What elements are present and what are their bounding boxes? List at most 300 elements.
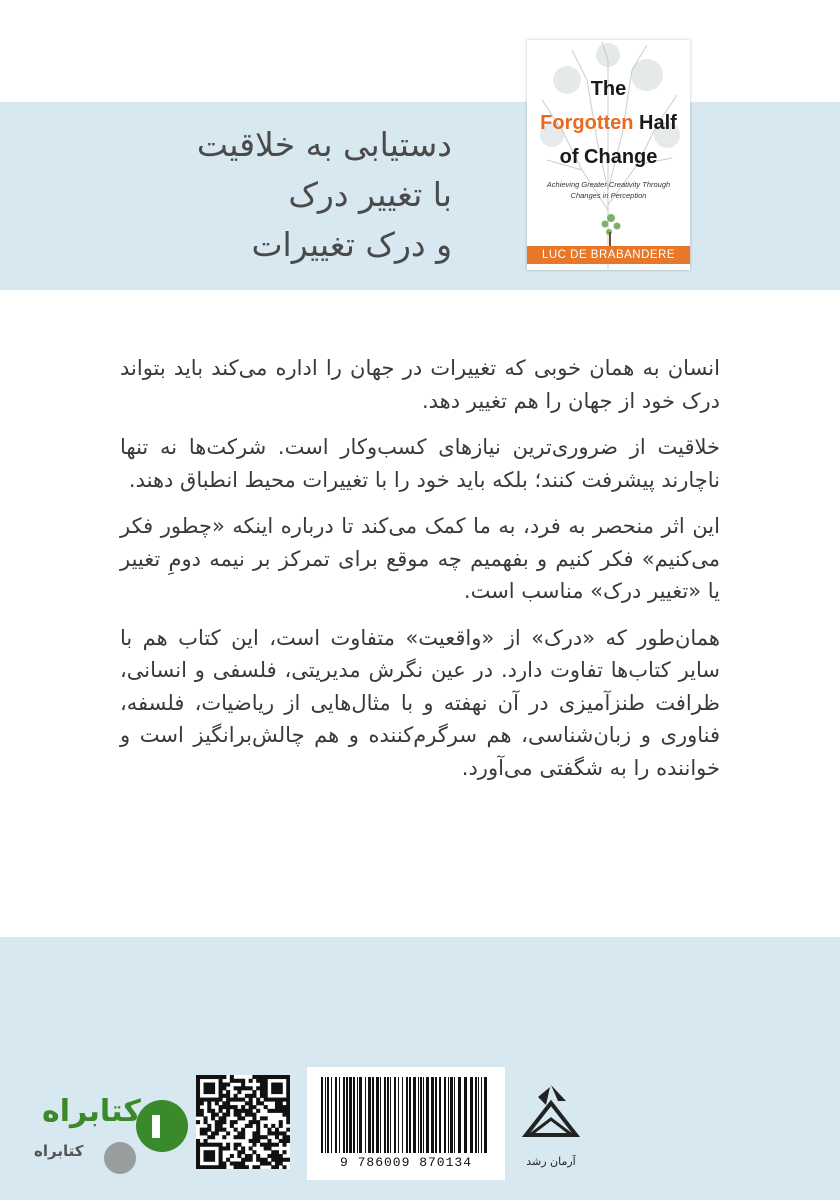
qr-module bbox=[234, 1161, 238, 1165]
qr-module bbox=[219, 1158, 223, 1162]
qr-module bbox=[252, 1131, 256, 1135]
barcode-bar bbox=[380, 1077, 381, 1153]
qr-module bbox=[267, 1161, 271, 1165]
qr-module bbox=[200, 1143, 204, 1147]
qr-module bbox=[207, 1075, 211, 1079]
qr-module bbox=[279, 1139, 283, 1143]
qr-module bbox=[271, 1143, 275, 1147]
qr-module bbox=[230, 1079, 234, 1083]
qr-module bbox=[196, 1143, 200, 1147]
barcode-bar bbox=[448, 1077, 449, 1153]
barcode-bar bbox=[331, 1077, 332, 1153]
barcode-bar bbox=[402, 1077, 403, 1153]
barcode-bar bbox=[420, 1077, 422, 1153]
barcode-bar bbox=[398, 1077, 399, 1153]
barcode-bar bbox=[335, 1077, 337, 1153]
qr-module bbox=[204, 1098, 208, 1102]
headline-line-2: با تغییر درک bbox=[288, 175, 452, 214]
qr-module bbox=[271, 1098, 275, 1102]
qr-module bbox=[252, 1150, 256, 1154]
headline-line-3: و درک تغییرات bbox=[251, 225, 452, 264]
barcode-bar bbox=[359, 1077, 362, 1153]
qr-module bbox=[219, 1143, 223, 1147]
qr-module bbox=[230, 1124, 234, 1128]
qr-module bbox=[204, 1086, 208, 1090]
qr-module bbox=[237, 1154, 241, 1158]
qr-module bbox=[215, 1124, 219, 1128]
barcode-bar bbox=[478, 1077, 479, 1153]
qr-module bbox=[237, 1161, 241, 1165]
qr-module bbox=[219, 1154, 223, 1158]
qr-module bbox=[256, 1098, 260, 1102]
qr-module bbox=[279, 1075, 283, 1079]
qr-module bbox=[215, 1120, 219, 1124]
qr-module bbox=[267, 1075, 271, 1079]
qr-module bbox=[222, 1113, 226, 1117]
qr-module bbox=[275, 1131, 279, 1135]
qr-module bbox=[249, 1154, 253, 1158]
qr-module bbox=[234, 1086, 238, 1090]
qr-module bbox=[241, 1165, 245, 1169]
qr-module bbox=[275, 1158, 279, 1162]
qr-module bbox=[275, 1128, 279, 1132]
qr-module bbox=[200, 1109, 204, 1113]
qr-module bbox=[245, 1124, 249, 1128]
qr-module bbox=[249, 1139, 253, 1143]
qr-module bbox=[245, 1109, 249, 1113]
qr-module bbox=[241, 1150, 245, 1154]
qr-module bbox=[222, 1120, 226, 1124]
qr-module bbox=[260, 1158, 264, 1162]
qr-module bbox=[275, 1150, 279, 1154]
qr-module bbox=[215, 1128, 219, 1132]
qr-module bbox=[226, 1101, 230, 1105]
qr-module bbox=[200, 1128, 204, 1132]
qr-module bbox=[219, 1165, 223, 1169]
cover-title-highlight: Forgotten bbox=[540, 112, 634, 134]
qr-module bbox=[215, 1131, 219, 1135]
qr-module bbox=[286, 1094, 290, 1098]
qr-module bbox=[256, 1120, 260, 1124]
barcode-bar bbox=[450, 1077, 453, 1153]
qr-module bbox=[234, 1128, 238, 1132]
qr-module bbox=[286, 1083, 290, 1087]
qr-module bbox=[282, 1113, 286, 1117]
qr-module bbox=[226, 1109, 230, 1113]
qr-module bbox=[219, 1086, 223, 1090]
qr-module bbox=[219, 1116, 223, 1120]
qr-module bbox=[219, 1079, 223, 1083]
qr-module bbox=[249, 1105, 253, 1109]
qr-module bbox=[241, 1161, 245, 1165]
qr-module bbox=[245, 1086, 249, 1090]
qr-module bbox=[219, 1161, 223, 1165]
cover-author: LUC DE BRABANDERE bbox=[527, 246, 690, 264]
qr-module bbox=[234, 1143, 238, 1147]
qr-module bbox=[279, 1158, 283, 1162]
qr-module bbox=[275, 1143, 279, 1147]
qr-module bbox=[207, 1086, 211, 1090]
barcode-bar bbox=[481, 1077, 482, 1153]
qr-module bbox=[196, 1094, 200, 1098]
qr-module bbox=[241, 1158, 245, 1162]
qr-module bbox=[260, 1161, 264, 1165]
qr-module bbox=[275, 1165, 279, 1169]
qr-module bbox=[264, 1086, 268, 1090]
qr-module bbox=[282, 1105, 286, 1109]
qr-module bbox=[204, 1083, 208, 1087]
qr-module bbox=[260, 1135, 264, 1139]
qr-module bbox=[264, 1158, 268, 1162]
qr-module bbox=[207, 1158, 211, 1162]
qr-module bbox=[207, 1090, 211, 1094]
qr-module bbox=[196, 1090, 200, 1094]
qr-module bbox=[222, 1075, 226, 1079]
qr-module bbox=[282, 1131, 286, 1135]
qr-module bbox=[252, 1105, 256, 1109]
barcode-bar bbox=[390, 1077, 391, 1153]
qr-module bbox=[196, 1105, 200, 1109]
qr-module bbox=[249, 1098, 253, 1102]
qr-module bbox=[241, 1083, 245, 1087]
qr-module bbox=[211, 1131, 215, 1135]
qr-module bbox=[200, 1101, 204, 1105]
qr-module bbox=[271, 1075, 275, 1079]
qr-module bbox=[211, 1086, 215, 1090]
qr-module bbox=[249, 1146, 253, 1150]
barcode-bar bbox=[394, 1077, 396, 1153]
qr-module bbox=[219, 1075, 223, 1079]
qr-module bbox=[286, 1113, 290, 1117]
qr-module bbox=[286, 1101, 290, 1105]
qr-module bbox=[249, 1120, 253, 1124]
barcode-bar bbox=[458, 1077, 461, 1153]
barcode-bar bbox=[376, 1077, 379, 1153]
qr-module bbox=[204, 1128, 208, 1132]
qr-module bbox=[230, 1105, 234, 1109]
qr-module bbox=[264, 1090, 268, 1094]
barcode-bar bbox=[484, 1077, 487, 1153]
cover-title-line-3: of Change bbox=[559, 146, 658, 168]
qr-module bbox=[241, 1098, 245, 1102]
qr-module bbox=[204, 1131, 208, 1135]
qr-module bbox=[252, 1116, 256, 1120]
qr-module bbox=[279, 1105, 283, 1109]
qr-module bbox=[256, 1101, 260, 1105]
qr-module bbox=[204, 1090, 208, 1094]
qr-module bbox=[237, 1135, 241, 1139]
qr-module bbox=[196, 1075, 200, 1079]
barcode-bar bbox=[409, 1077, 411, 1153]
qr-module bbox=[286, 1158, 290, 1162]
qr-module bbox=[226, 1090, 230, 1094]
barcode-bar bbox=[349, 1077, 352, 1153]
qr-module bbox=[215, 1101, 219, 1105]
qr-module bbox=[264, 1094, 268, 1098]
qr-module bbox=[241, 1109, 245, 1113]
qr-module bbox=[256, 1131, 260, 1135]
qr-module bbox=[271, 1090, 275, 1094]
qr-module bbox=[237, 1116, 241, 1120]
qr-module bbox=[207, 1105, 211, 1109]
qr-module bbox=[226, 1143, 230, 1147]
qr-module bbox=[207, 1165, 211, 1169]
qr-module bbox=[267, 1154, 271, 1158]
qr-module bbox=[204, 1075, 208, 1079]
qr-module bbox=[249, 1113, 253, 1117]
publisher-logo-icon bbox=[516, 1075, 586, 1155]
qr-module bbox=[226, 1105, 230, 1109]
qr-module bbox=[249, 1094, 253, 1098]
qr-module bbox=[279, 1098, 283, 1102]
qr-module bbox=[252, 1094, 256, 1098]
qr-module bbox=[245, 1165, 249, 1169]
qr-module bbox=[275, 1109, 279, 1113]
qr-module bbox=[256, 1128, 260, 1132]
barcode-bar bbox=[406, 1077, 408, 1153]
qr-module bbox=[207, 1083, 211, 1087]
barcode-bar bbox=[444, 1077, 446, 1153]
qr-module bbox=[196, 1083, 200, 1087]
qr-module bbox=[264, 1143, 268, 1147]
qr-module bbox=[282, 1109, 286, 1113]
qr-module bbox=[279, 1090, 283, 1094]
cover-title-line-1: The bbox=[590, 78, 627, 100]
qr-module bbox=[207, 1154, 211, 1158]
qr-module bbox=[207, 1143, 211, 1147]
barcode-bar bbox=[418, 1077, 419, 1153]
barcode-bar bbox=[387, 1077, 389, 1153]
qr-module bbox=[207, 1101, 211, 1105]
qr-module bbox=[226, 1098, 230, 1102]
barcode-bar bbox=[464, 1077, 467, 1153]
qr-module bbox=[245, 1101, 249, 1105]
qr-module bbox=[211, 1143, 215, 1147]
qr-module bbox=[271, 1086, 275, 1090]
qr-module bbox=[196, 1158, 200, 1162]
barcode-bar bbox=[426, 1077, 429, 1153]
barcode-bar bbox=[339, 1077, 340, 1153]
qr-module bbox=[286, 1135, 290, 1139]
qr-module bbox=[222, 1094, 226, 1098]
qr-module bbox=[282, 1075, 286, 1079]
qr-module bbox=[234, 1094, 238, 1098]
qr-module bbox=[237, 1143, 241, 1147]
qr-module bbox=[279, 1124, 283, 1128]
qr-module bbox=[271, 1124, 275, 1128]
qr-module bbox=[282, 1158, 286, 1162]
qr-module bbox=[275, 1161, 279, 1165]
qr-module bbox=[196, 1146, 200, 1150]
qr-module bbox=[222, 1146, 226, 1150]
publisher-name: آرمان رشد bbox=[526, 1155, 576, 1168]
watermark-text-large: کتابراه bbox=[42, 1094, 141, 1129]
blurb-paragraph-3: این اثر منحصر به فرد، به ما کمک می‌کند تا درباره اینکه «چطور فکر می‌کنیم» فکر کنیم و بفهمیم چه موقع برای تمرکز بر نیمه دومِ تغییر یا «تغییر درک» مناسب است. bbox=[120, 514, 720, 603]
qr-module bbox=[275, 1098, 279, 1102]
qr-module bbox=[219, 1090, 223, 1094]
qr-module bbox=[264, 1146, 268, 1150]
qr-module bbox=[264, 1079, 268, 1083]
qr-module bbox=[275, 1105, 279, 1109]
qr-module bbox=[271, 1083, 275, 1087]
qr-module bbox=[241, 1131, 245, 1135]
barcode-bar bbox=[327, 1077, 329, 1153]
qr-module bbox=[196, 1120, 200, 1124]
qr-module bbox=[275, 1135, 279, 1139]
barcode-bar bbox=[454, 1077, 455, 1153]
qr-module bbox=[256, 1158, 260, 1162]
qr-module bbox=[241, 1128, 245, 1132]
qr-module bbox=[271, 1158, 275, 1162]
barcode-bar bbox=[470, 1077, 473, 1153]
qr-module bbox=[230, 1075, 234, 1079]
qr-module bbox=[249, 1079, 253, 1083]
qr-module bbox=[275, 1075, 279, 1079]
qr-module bbox=[219, 1094, 223, 1098]
qr-module bbox=[230, 1098, 234, 1102]
qr-module bbox=[219, 1120, 223, 1124]
qr-module bbox=[286, 1139, 290, 1143]
qr-module bbox=[249, 1158, 253, 1162]
qr-module bbox=[211, 1098, 215, 1102]
barcode-bar bbox=[357, 1077, 358, 1153]
cover-subtitle: Achieving Greater Creativity Through Changes in Perception bbox=[546, 180, 671, 200]
barcode-bar bbox=[372, 1077, 374, 1153]
qr-module bbox=[222, 1083, 226, 1087]
qr-module bbox=[256, 1109, 260, 1113]
qr-module bbox=[252, 1090, 256, 1094]
headline bbox=[92, 120, 452, 270]
qr-module bbox=[267, 1146, 271, 1150]
barcode-bar bbox=[435, 1077, 437, 1153]
qr-module bbox=[260, 1075, 264, 1079]
barcode-bar bbox=[475, 1077, 477, 1153]
qr-module bbox=[267, 1131, 271, 1135]
qr-module bbox=[237, 1165, 241, 1169]
qr-module bbox=[260, 1083, 264, 1087]
qr-module bbox=[267, 1143, 271, 1147]
qr-module bbox=[230, 1154, 234, 1158]
qr-module bbox=[260, 1086, 264, 1090]
qr-module bbox=[234, 1105, 238, 1109]
qr-module bbox=[234, 1146, 238, 1150]
qr-module bbox=[211, 1150, 215, 1154]
qr-module bbox=[215, 1098, 219, 1102]
qr-module bbox=[226, 1083, 230, 1087]
qr-module bbox=[282, 1143, 286, 1147]
qr-code bbox=[196, 1075, 290, 1169]
qr-module bbox=[211, 1154, 215, 1158]
qr-module bbox=[271, 1131, 275, 1135]
qr-module bbox=[234, 1109, 238, 1113]
qr-module bbox=[207, 1098, 211, 1102]
qr-module bbox=[226, 1131, 230, 1135]
barcode-bar bbox=[368, 1077, 371, 1153]
qr-code-icon bbox=[196, 1075, 290, 1169]
qr-module bbox=[275, 1090, 279, 1094]
qr-module bbox=[267, 1098, 271, 1102]
qr-module bbox=[237, 1086, 241, 1090]
qr-module bbox=[211, 1165, 215, 1169]
qr-module bbox=[279, 1161, 283, 1165]
front-cover-thumbnail bbox=[527, 40, 690, 270]
qr-module bbox=[286, 1128, 290, 1132]
qr-module bbox=[271, 1109, 275, 1113]
qr-module bbox=[237, 1150, 241, 1154]
qr-module bbox=[219, 1146, 223, 1150]
qr-module bbox=[249, 1124, 253, 1128]
qr-module bbox=[286, 1120, 290, 1124]
qr-module bbox=[204, 1158, 208, 1162]
qr-module bbox=[204, 1165, 208, 1169]
qr-module bbox=[275, 1154, 279, 1158]
qr-module bbox=[222, 1105, 226, 1109]
qr-module bbox=[260, 1090, 264, 1094]
qr-module bbox=[271, 1150, 275, 1154]
qr-module bbox=[256, 1079, 260, 1083]
qr-module bbox=[211, 1075, 215, 1079]
qr-module bbox=[275, 1083, 279, 1087]
barcode-bar bbox=[365, 1077, 366, 1153]
qr-module bbox=[222, 1086, 226, 1090]
cover-title-line-2 bbox=[527, 112, 690, 135]
qr-module bbox=[252, 1075, 256, 1079]
qr-module bbox=[234, 1135, 238, 1139]
qr-module bbox=[245, 1154, 249, 1158]
qr-module bbox=[211, 1135, 215, 1139]
qr-module bbox=[222, 1101, 226, 1105]
qr-module bbox=[196, 1079, 200, 1083]
qr-module bbox=[211, 1116, 215, 1120]
qr-module bbox=[196, 1113, 200, 1117]
qr-module bbox=[282, 1135, 286, 1139]
publisher-logo bbox=[516, 1075, 586, 1175]
qr-module bbox=[267, 1139, 271, 1143]
qr-module bbox=[200, 1113, 204, 1117]
qr-module bbox=[267, 1128, 271, 1132]
qr-module bbox=[219, 1128, 223, 1132]
qr-module bbox=[264, 1135, 268, 1139]
qr-module bbox=[275, 1101, 279, 1105]
qr-module bbox=[237, 1090, 241, 1094]
qr-module bbox=[234, 1165, 238, 1169]
qr-module bbox=[267, 1109, 271, 1113]
blurb-paragraph-2: خلاقیت از ضروری‌ترین نیازهای کسب‌وکار است. شرکت‌ها نه تنها ناچارند پیشرفت کنند؛ بلکه باید خود را با تغییرات محیط انطباق دهند. bbox=[120, 435, 720, 492]
qr-module bbox=[282, 1139, 286, 1143]
qr-module bbox=[196, 1150, 200, 1154]
qr-module bbox=[234, 1120, 238, 1124]
qr-module bbox=[260, 1101, 264, 1105]
barcode-bar bbox=[325, 1077, 326, 1153]
qr-module bbox=[286, 1079, 290, 1083]
qr-module bbox=[207, 1150, 211, 1154]
qr-module bbox=[260, 1079, 264, 1083]
qr-module bbox=[286, 1086, 290, 1090]
qr-module bbox=[282, 1150, 286, 1154]
qr-module bbox=[237, 1131, 241, 1135]
qr-module bbox=[219, 1109, 223, 1113]
qr-module bbox=[279, 1101, 283, 1105]
qr-module bbox=[222, 1116, 226, 1120]
qr-module bbox=[271, 1165, 275, 1169]
cover-title-rest: Half bbox=[633, 112, 677, 134]
qr-module bbox=[241, 1135, 245, 1139]
blurb-paragraph-4: همان‌طور که «درک» از «واقعیت» متفاوت است، این کتاب هم با سایر کتاب‌ها تفاوت دارد. در عین نگرش مدیریتی، فلسفی و انسانی، ظرافت طنزآمیزی در آن نهفته و با مثال‌هایی از ریاضیات، فلسفه، فناوری و زبان‌شناسی، هم سرگرم‌کننده و هم چالش‌برانگیز است و خواننده را به شگفتی می‌آورد. bbox=[120, 625, 720, 780]
qr-module bbox=[260, 1116, 264, 1120]
qr-module bbox=[286, 1075, 290, 1079]
qr-module bbox=[286, 1105, 290, 1109]
qr-module bbox=[200, 1075, 204, 1079]
